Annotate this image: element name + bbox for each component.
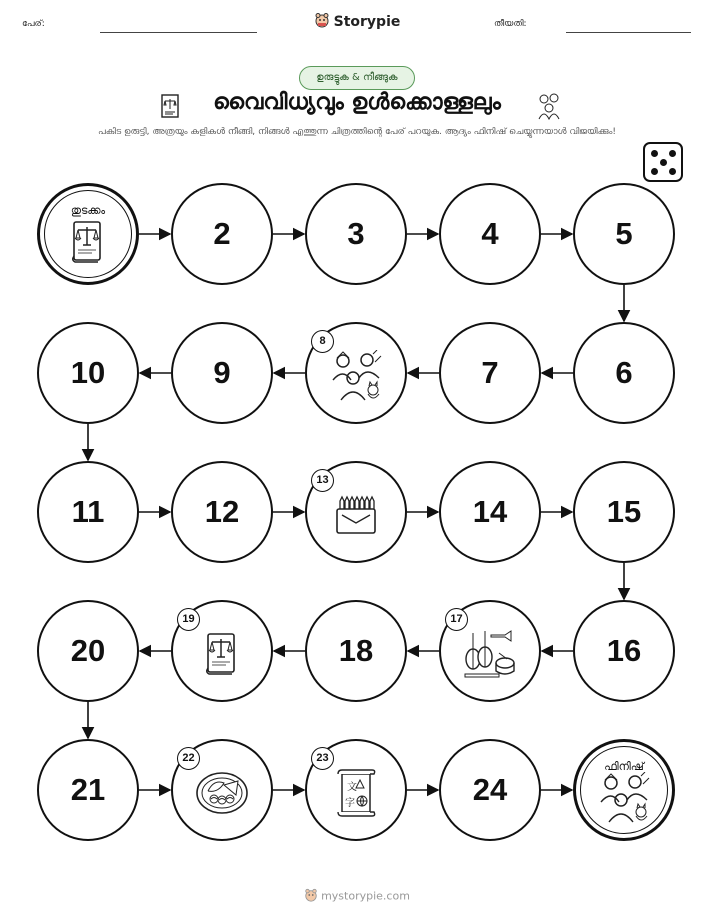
footer-url: mystorypie.com — [321, 889, 410, 903]
finish-space[interactable] — [573, 739, 675, 841]
brand-name: Storypie — [333, 14, 401, 30]
diverse-children-icon — [597, 772, 651, 828]
board-space-22[interactable] — [171, 739, 273, 841]
space-number: 18 — [338, 633, 374, 668]
svg-text:字: 字 — [345, 797, 355, 809]
footer — [0, 888, 714, 905]
board-space-4[interactable] — [439, 183, 541, 285]
date-label: തീയതി: — [494, 19, 527, 29]
space-number-badge: 17 — [445, 608, 468, 631]
instructions: പകിട ഉരുട്ടി, അത്രയും കളികൾ നീങ്ങി, നിങ്ങൾ എത്തുന്ന ചിത്രത്തിന്റെ പേര് പറയുക. ആദ്യം ഫിനിഷ് ചെയ്യുന്നയാൾ വിജയിക്കും! — [98, 127, 616, 137]
board-space-9[interactable] — [171, 322, 273, 424]
space-number: 14 — [472, 494, 508, 529]
storypie-mascot-icon — [304, 888, 318, 905]
board-space-7[interactable] — [439, 322, 541, 424]
space-number-badge: 22 — [177, 747, 200, 770]
space-number-badge: 23 — [311, 747, 334, 770]
name-label: പേര്: — [22, 19, 45, 29]
board-space-13[interactable] — [305, 461, 407, 563]
space-number: 20 — [70, 633, 106, 668]
start-label: തുടക്കം — [70, 204, 106, 217]
space-number: 4 — [481, 216, 499, 251]
space-number: 9 — [213, 355, 231, 390]
page-title: വൈവിധ്യവും ഉൾക്കൊള്ളലും — [213, 90, 501, 115]
board-space-17[interactable] — [439, 600, 541, 702]
board-space-2[interactable] — [171, 183, 273, 285]
game-type-tag: ഉരുട്ടുക & നീങ്ങുക — [299, 66, 415, 90]
language-scroll-icon — [334, 768, 378, 822]
start-space[interactable] — [37, 183, 139, 285]
space-number: 10 — [70, 355, 106, 390]
board-space-21[interactable] — [37, 739, 139, 841]
space-number: 6 — [615, 355, 633, 390]
board-space-18[interactable] — [305, 600, 407, 702]
space-number: 3 — [347, 216, 365, 251]
finish-label: ഫിനിഷ് — [604, 760, 644, 773]
board-space-19[interactable] — [171, 600, 273, 702]
space-number: 2 — [213, 216, 231, 251]
space-number: 12 — [204, 494, 240, 529]
board-space-16[interactable] — [573, 600, 675, 702]
board-space-15[interactable] — [573, 461, 675, 563]
space-number: 7 — [481, 355, 499, 390]
board-space-6[interactable] — [573, 322, 675, 424]
svg-text:文: 文 — [347, 781, 357, 793]
space-number-badge: 13 — [311, 469, 334, 492]
board-space-5[interactable] — [573, 183, 675, 285]
board-space-24[interactable] — [439, 739, 541, 841]
board-space-3[interactable] — [305, 183, 407, 285]
board-space-11[interactable] — [37, 461, 139, 563]
board-space-23[interactable] — [305, 739, 407, 841]
space-number: 16 — [606, 633, 642, 668]
space-number-badge: 19 — [177, 608, 200, 631]
board-space-8[interactable] — [305, 322, 407, 424]
board-space-20[interactable] — [37, 600, 139, 702]
board-space-10[interactable] — [37, 322, 139, 424]
space-number: 11 — [71, 494, 105, 529]
food-plate-icon — [194, 769, 250, 821]
musical-instruments-icon — [461, 629, 519, 683]
scales-document-icon — [202, 631, 242, 681]
space-number: 21 — [70, 772, 106, 807]
space-number: 24 — [472, 772, 508, 807]
diverse-children-icon — [329, 350, 383, 406]
crayons-box-icon — [334, 495, 378, 539]
scales-document-icon — [68, 219, 108, 269]
board-space-12[interactable] — [171, 461, 273, 563]
space-number-badge: 8 — [311, 330, 334, 353]
space-number: 15 — [606, 494, 642, 529]
board-space-14[interactable] — [439, 461, 541, 563]
space-number: 5 — [615, 216, 633, 251]
